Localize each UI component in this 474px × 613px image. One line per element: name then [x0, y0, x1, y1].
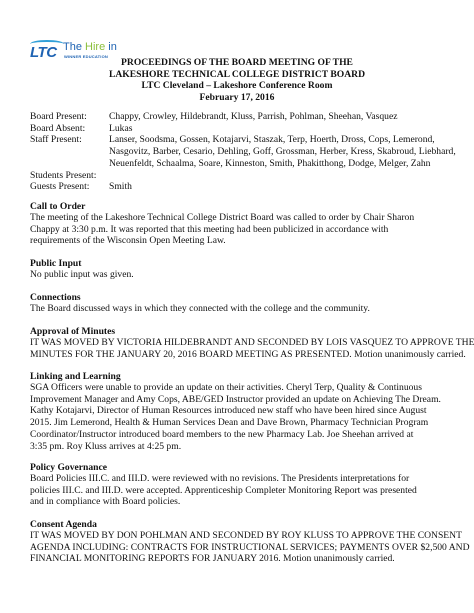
- attendance-label: Guests Present:: [30, 181, 90, 193]
- section-heading-consent-agenda: Consent Agenda: [30, 519, 97, 530]
- board-present-row: [30, 111, 456, 123]
- section-heading-connections: Connections: [30, 292, 81, 303]
- section-body-call-to-order: The meeting of the Lakeshore Technical College District Board was called to order by Chair Sharon Chappy at 3:30 p.m. It was reported that this meeting had been publicized in accordance with requirements of the Wisconsin Open Meeting Law.: [30, 212, 415, 247]
- attendance-label: Staff Present:: [30, 134, 82, 146]
- section-body-connections: The Board discussed ways in which they connected with the college and the community.: [30, 303, 370, 314]
- logo-tagline: WINNER EDUCATION: [64, 54, 109, 59]
- attendance-label: Board Present:: [30, 111, 87, 122]
- attendance-label: Students Present:: [30, 169, 97, 181]
- section-heading-linking-and-learning: Linking and Learning: [30, 371, 121, 382]
- section-body-consent-agenda: IT WAS MOVED BY DON POHLMAN AND SECONDED BY ROY KLUSS TO APPROVE THE CONSENT AGENDA INCLUDING: CONTRACTS FOR INSTRUCTIONAL SERVICES; PAYMENTS OVER $2,500 AND FINANCIAL MONITORING REPORTS FOR JANUARY 2016. Motion unanimously carried.: [30, 530, 470, 565]
- attendance-block: [30, 111, 456, 193]
- section-body-policy-governance: Board Policies III.C. and III.D. were reviewed with no revisions. The Presidents interpretations for policies III.C. and III.D. were accepted. Apprenticeship Completer Monitoring Report was presented and in compliance with Board policies.: [30, 473, 417, 508]
- students-present-row: [30, 170, 456, 182]
- logo-brand: The Hire in: [63, 41, 117, 53]
- title-line: LAKESHORE TECHNICAL COLLEGE DISTRICT BOARD: [108, 68, 366, 80]
- attendance-label: Board Absent:: [30, 122, 86, 134]
- staff-present-row: [30, 134, 456, 169]
- meeting-date: February 17, 2016: [199, 92, 275, 104]
- board-absent-row: [30, 123, 456, 135]
- attendance-value: Lukas: [109, 122, 133, 134]
- logo-mark: LTC: [30, 44, 57, 61]
- section-heading-public-input: Public Input: [30, 258, 82, 269]
- attendance-value: Smith: [109, 181, 132, 193]
- section-body-linking-and-learning: SGA Officers were unable to provide an update on their activities. Cheryl Terp, Quality & Continuous Improvement Manager and Amy Cops, ABE/GED Instructor provided an update on Achieving The Dream. Kathy Kotajarvi, Director of Human Resources introduced new staff who have been hired since August 2015. Jim Lemerond, Health & Human Services Dean and Dave Brown, Pharmacy Technician Program Coordinator/Instructor introduced board members to the new Pharmacy Lab. Joe Sheehan arrived at 3:35 pm. Roy Kluss arrives at 4:25 pm.: [30, 382, 441, 452]
- section-heading-call-to-order: Call to Order: [30, 201, 86, 212]
- title-line: PROCEEDINGS OF THE BOARD MEETING OF THE: [121, 57, 353, 68]
- section-body-public-input: No public input was given.: [30, 269, 134, 280]
- title-line: LTC Cleveland – Lakeshore Conference Room: [141, 80, 333, 92]
- section-heading-approval-of-minutes: Approval of Minutes: [30, 326, 116, 337]
- document-title: [0, 57, 474, 104]
- attendance-value: Chappy, Crowley, Hildebrandt, Kluss, Parrish, Pohlman, Sheehan, Vasquez: [109, 111, 398, 122]
- guests-present-row: [30, 181, 456, 193]
- section-heading-policy-governance: Policy Governance: [30, 462, 107, 473]
- section-body-approval-of-minutes: IT WAS MOVED BY VICTORIA HILDEBRANDT AND SECONDED BY LOIS VASQUEZ TO APPROVE THE MINUTES FOR THE JANUARY 20, 2016 BOARD MEETING AS PRESENTED. Motion unanimously carried.: [30, 337, 474, 360]
- attendance-value: Lanser, Soodsma, Gossen, Kotajarvi, Staszak, Terp, Hoerth, Dross, Cops, Lemerond, Nasgovitz, Barber, Cesario, Dehling, Goff, Grossman, Herber, Kress, Skabroud, Liebhard, Neuenfeldt, Schaalma, Soare, Kinneston, Smith, Phakitthong, Dodge, Melger, Zahn: [109, 134, 456, 169]
